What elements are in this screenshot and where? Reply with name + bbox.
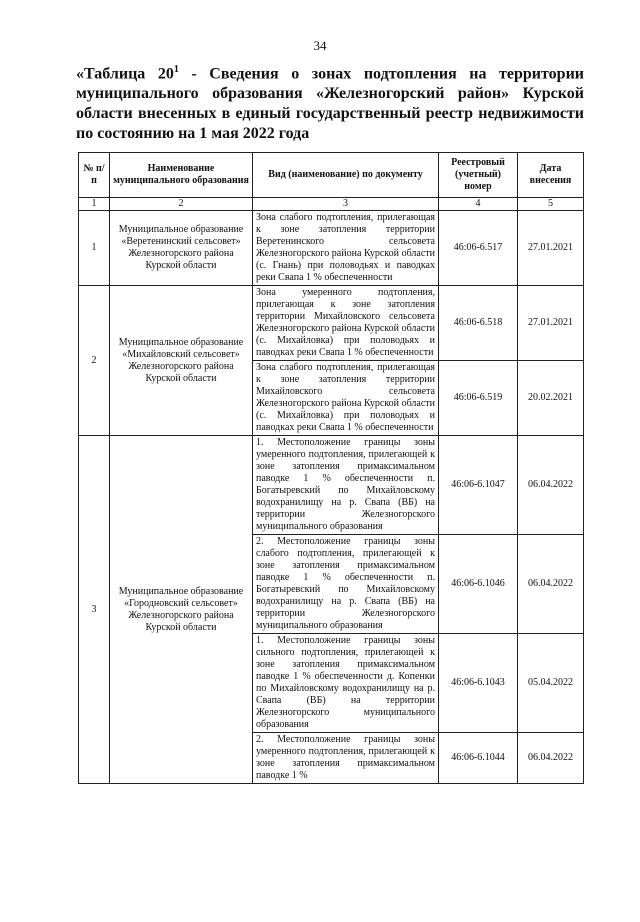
title-prefix: «Таблица 20 [76,65,174,83]
document-title [76,60,584,144]
column-index-row [79,198,584,211]
registry-number: 46:06-6.519 [439,361,518,436]
header-name: Наименование муниципального образования [110,153,253,198]
registry-number: 46:06-6.1044 [439,733,518,784]
municipality-name: Муниципальное образование «Веретенинский сельсовет» Железногорского района Курской области [110,211,253,286]
registry-number: 46:06-6.1046 [439,535,518,634]
row-number: 1 [79,211,110,286]
column-index: 2 [110,198,253,211]
municipality-name: Муниципальное образование «Городновский сельсовет» Железногорского района Курской области [110,436,253,784]
header-num: № п/п [79,153,110,198]
registry-number: 46:06-6.1043 [439,634,518,733]
column-index: 3 [253,198,439,211]
entry-date: 06.04.2022 [518,733,584,784]
title-rest: - Сведения о зонах подтопления на территории муниципального образования «Железногорский район» Курской области внесенных в единый государственный реестр недвижимости по состоянию на 1 мая 2022 года [76,65,584,143]
entry-date: 06.04.2022 [518,535,584,634]
row-number: 3 [79,436,110,784]
document-description: Зона слабого подтопления, прилегающая к зоне затопления территории Веретенинского сельсовета Железногорского района Курской области (с. Гнань) при половодьях и паводках реки Свапа 1 % обеспеченности [253,211,439,286]
municipality-name: Муниципальное образование «Михайловский сельсовет» Железногорского района Курской области [110,286,253,436]
document-description: 1. Местоположение границы зоны сильного подтопления, прилегающей к зоне затопления примаксимальном паводке 1 % обеспеченности д. Копенки по Михайловскому водохранилищу на р. Свапа (ВБ) на территории Железногорского муниципального образования [253,634,439,733]
title-superscript: 1 [173,64,179,75]
entry-date: 05.04.2022 [518,634,584,733]
entry-date: 27.01.2021 [518,286,584,361]
registry-number: 46:06-6.517 [439,211,518,286]
document-description: 2. Местоположение границы зоны слабого подтопления, прилегающей к зоне затопления примаксимальном паводке 1 % обеспеченности п. Богатыревский по Михайловскому водохранилищу на р. Свапа (ВБ) на территории Железногорского муниципального образования [253,535,439,634]
table-header-row [79,153,584,198]
registry-number: 46:06-6.518 [439,286,518,361]
document-description: Зона слабого подтопления, прилегающая к зоне затопления территории Михайловского сельсовета Железногорского района Курской области (с. Михайловка) при половодьях и паводках реки Свапа 1 % обеспеченности [253,361,439,436]
table-row [79,286,584,361]
entry-date: 27.01.2021 [518,211,584,286]
page-number: 34 [313,38,327,53]
row-number: 2 [79,286,110,436]
document-description: 2. Местоположение границы зоны умеренного подтопления, прилегающей к зоне затопления примаксимальном паводке 1 % [253,733,439,784]
flood-zones-table [78,152,584,784]
column-index: 5 [518,198,584,211]
table-row [79,211,584,286]
registry-number: 46:06-6.1047 [439,436,518,535]
document-description: 1. Местоположение границы зоны умеренного подтопления, прилегающей к зоне затопления примаксимальном паводке 1 % обеспеченности п. Богатыревский по Михайловскому водохранилищу на р. Свапа (ВБ) на территории Железногорского муниципального образования [253,436,439,535]
entry-date: 06.04.2022 [518,436,584,535]
header-doc: Вид (наименование) по документу [253,153,439,198]
entry-date: 20.02.2021 [518,361,584,436]
column-index: 1 [79,198,110,211]
column-index: 4 [439,198,518,211]
table-row [79,436,584,535]
document-description: Зона умеренного подтопления, прилегающая к зоне затопления территории Михайловского сельсовета Железногорского района Курской области (с. Михайловка) при половодьях и паводках реки Свапа 1 % обеспеченности [253,286,439,361]
header-reg: Реестровый (учетный) номер [439,153,518,198]
header-date: Дата внесения [518,153,584,198]
